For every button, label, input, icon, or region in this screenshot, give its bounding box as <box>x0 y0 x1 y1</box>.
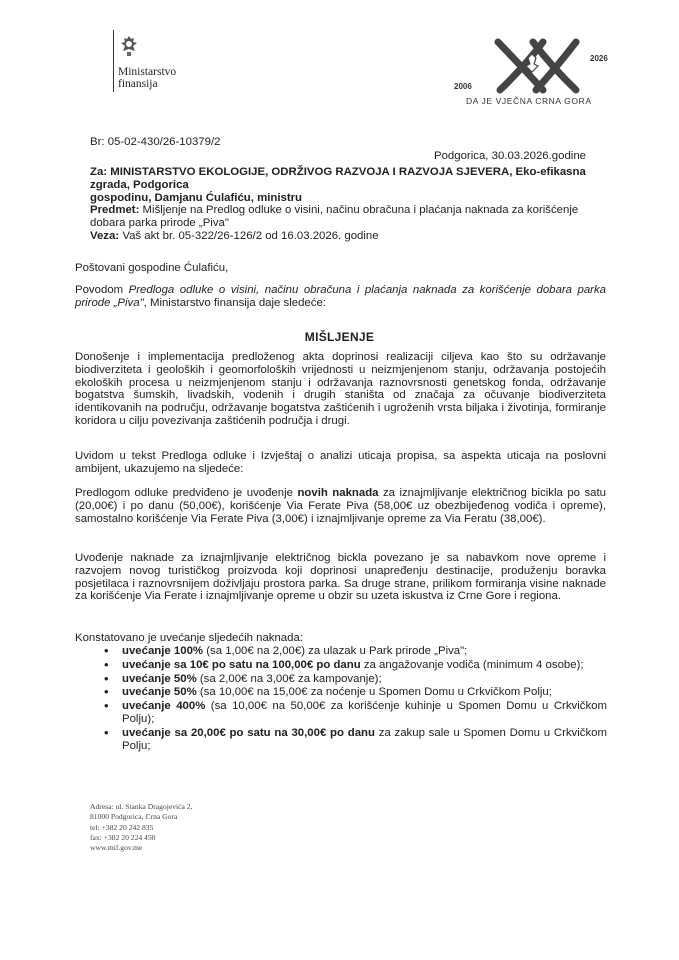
increase-item <box>100 670 607 686</box>
intro-start: Povodom <box>75 284 129 296</box>
document-reference: Br: 05-02-430/26-10379/2 <box>90 136 221 148</box>
addressee-line2: zgrada, Podgorica <box>90 178 189 191</box>
subject-line2: dobara parka prirode „Piva" <box>90 217 229 230</box>
increase-list <box>100 645 607 753</box>
footer-contact <box>90 802 192 853</box>
increase-detail: (sa 10,00€ na 15,00€ za noćenje u Spomen Domu u Crkvičkom Polju; <box>196 686 552 699</box>
link-label: Veza: <box>90 229 120 242</box>
bullet-icon: • <box>104 698 109 714</box>
increase-detail: za zakup sale u Spomen Domu u Crkvičkom Polju; <box>122 726 607 752</box>
increase-item <box>100 700 607 726</box>
increase-label: uvećanje 50% <box>122 672 197 685</box>
footer-website: www.mif.gov.me <box>90 843 143 853</box>
anniversary-year-end: 2026 <box>590 54 608 63</box>
increase-detail: (sa 10,00€ na 50,00€ za korišćenje kuhinje u Spomen Domu u Crkvičkom Polju); <box>122 700 607 725</box>
increase-detail: (sa 2,00€ na 3,00€ za kampovanje); <box>196 672 382 685</box>
opinion-title: MIŠLJENJE <box>304 330 375 344</box>
bullet-icon: • <box>104 684 109 700</box>
ministry-name <box>118 66 176 90</box>
increase-item <box>100 645 607 658</box>
increase-label: uvećanje sa 10€ po satu na 100,00€ po danu <box>122 658 361 671</box>
intro-end: , Ministarstvo finansija daje sledeće: <box>143 296 326 309</box>
list-intro: Konstatovano je uvećanje sljedećih naknada: <box>75 632 303 644</box>
new-fees-bold: novih naknada <box>297 487 379 499</box>
increase-item <box>100 656 607 672</box>
place-date: Podgorica, 30.03.2026.godine <box>434 150 586 162</box>
link-text: Vaš akt br. 05-322/26-126/2 od 16.03.2026. godine <box>122 229 379 242</box>
paragraph-new-fees <box>75 487 606 525</box>
bullet-icon: • <box>104 724 109 740</box>
anniversary-year-start: 2006 <box>454 82 472 91</box>
footer-city: 81000 Podgorica, Crna Gora <box>90 812 178 822</box>
paragraph-objectives: Donošenje i implementacija predloženog akta doprinosi realizaciji ciljeva kao što su održavanje biodiverziteta i geoloških i geomorfoloških vrijednosti u neizmjenjenom stanju, održavanja postojećih ekoloških procesa u neizmjenjenom stanju i održavanja raznovrsnosti genetskog fonda, održavanje bogatstva šumskih, livadskih, vodenih i drugih staništa od značaja za očuvanje biodiverziteta identikovanih na području, održavanje bogatstva zaštićenih i ugroženih vrsta biljaka i životinja, formiranje koridora u cilju povezivanja zaštićenih područja i drugi. <box>75 351 606 427</box>
footer-address: Adresa: ul. Stanka Dragojevića 2, <box>90 802 193 811</box>
intro-paragraph <box>75 284 606 310</box>
increase-item <box>100 686 607 699</box>
increase-label: uvećanje sa 20,00€ po satu na 30,00€ po danu <box>122 726 375 739</box>
logo-divider <box>113 30 114 92</box>
anniversary-xx-logo <box>448 30 618 100</box>
ministry-line2: finansija <box>118 78 158 90</box>
bullet-icon: • <box>104 656 109 672</box>
increase-item <box>100 724 607 753</box>
increase-label: uvećanje 400% <box>122 700 206 713</box>
coat-of-arms-icon <box>118 34 140 58</box>
intro-document-title: Predloga odluke o visini, načinu obračuna i plaćanja naknada za korišćenje dobara parka prirode „Piva" <box>75 284 606 309</box>
increase-detail: (sa 1,00€ na 2,00€) za ulazak u Park prirode „Piva"; <box>203 645 468 657</box>
paragraph-review: Uvidom u tekst Predloga odluke i Izvještaj o analizi uticaja propisa, sa aspekta uticaja na poslovni ambijent, ukazujemo na sljedeće: <box>75 450 606 475</box>
new-fees-start: Predlogom odluke predviđeno je uvođenje <box>75 487 298 499</box>
addressee-line3: gospodinu, Damjanu Ćulafiću, ministru <box>90 191 303 204</box>
addressee-label: Za: <box>90 166 108 178</box>
bullet-icon: • <box>104 670 109 686</box>
increase-detail: za angažovanje vodiča (minimum 4 osobe); <box>360 658 584 671</box>
footer-fax: fax: +382 20 224 450 <box>90 832 156 842</box>
increase-label: uvećanje 100% <box>122 645 204 657</box>
footer-tel: tel: +382 20 242 835 <box>90 822 154 832</box>
increase-label: uvećanje 50% <box>122 686 197 699</box>
salutation: Poštovani gospodine Ćulafiću, <box>75 262 229 274</box>
subject-line1: Mišljenje na Predlog odluke o visini, načinu obračuna i plaćanja naknada za korišćenje <box>142 204 579 217</box>
paragraph-justification: Uvođenje naknade za iznajmljivanje električnog bickla povezano je sa nabavkom nove opreme i razvojem novog turističkog proizvoda koji doprinosi unapređenju destinacije, produženju boravka posjetilaca i raznovrsnijem doživljaju prostora parka. Sa druge strane, prilikom formiranja visine naknade za korišćenje Via Ferate i iznajmljivanje opreme u obzir su uzeta iskustva iz Crne Gore i regiona. <box>75 552 606 603</box>
anniversary-tagline: DA JE VJEČNA CRNA GORA <box>466 96 592 106</box>
bullet-icon: • <box>104 643 109 658</box>
addressee-line1: MINISTARSTVO EKOLOGIJE, ODRŽIVOG RAZVOJA I RAZVOJA SJEVERA, Eko-efikasna <box>110 166 586 178</box>
ministry-line1: Ministarstvo <box>118 66 177 78</box>
addressee-block <box>90 166 610 243</box>
subject-label: Predmet: <box>90 204 140 217</box>
new-fees-end: za iznajmljivanje električnog bicikla po satu (20,00€) i po danu (50,00€), korišćenje Via Ferate Piva (58,00€ uz obezbijeđenog vodiča i opreme), samostalno korišćenje Via Ferate Piva (3,00€) i iznajmljivanje opreme za Via Feratu (38,00€). <box>75 487 606 525</box>
